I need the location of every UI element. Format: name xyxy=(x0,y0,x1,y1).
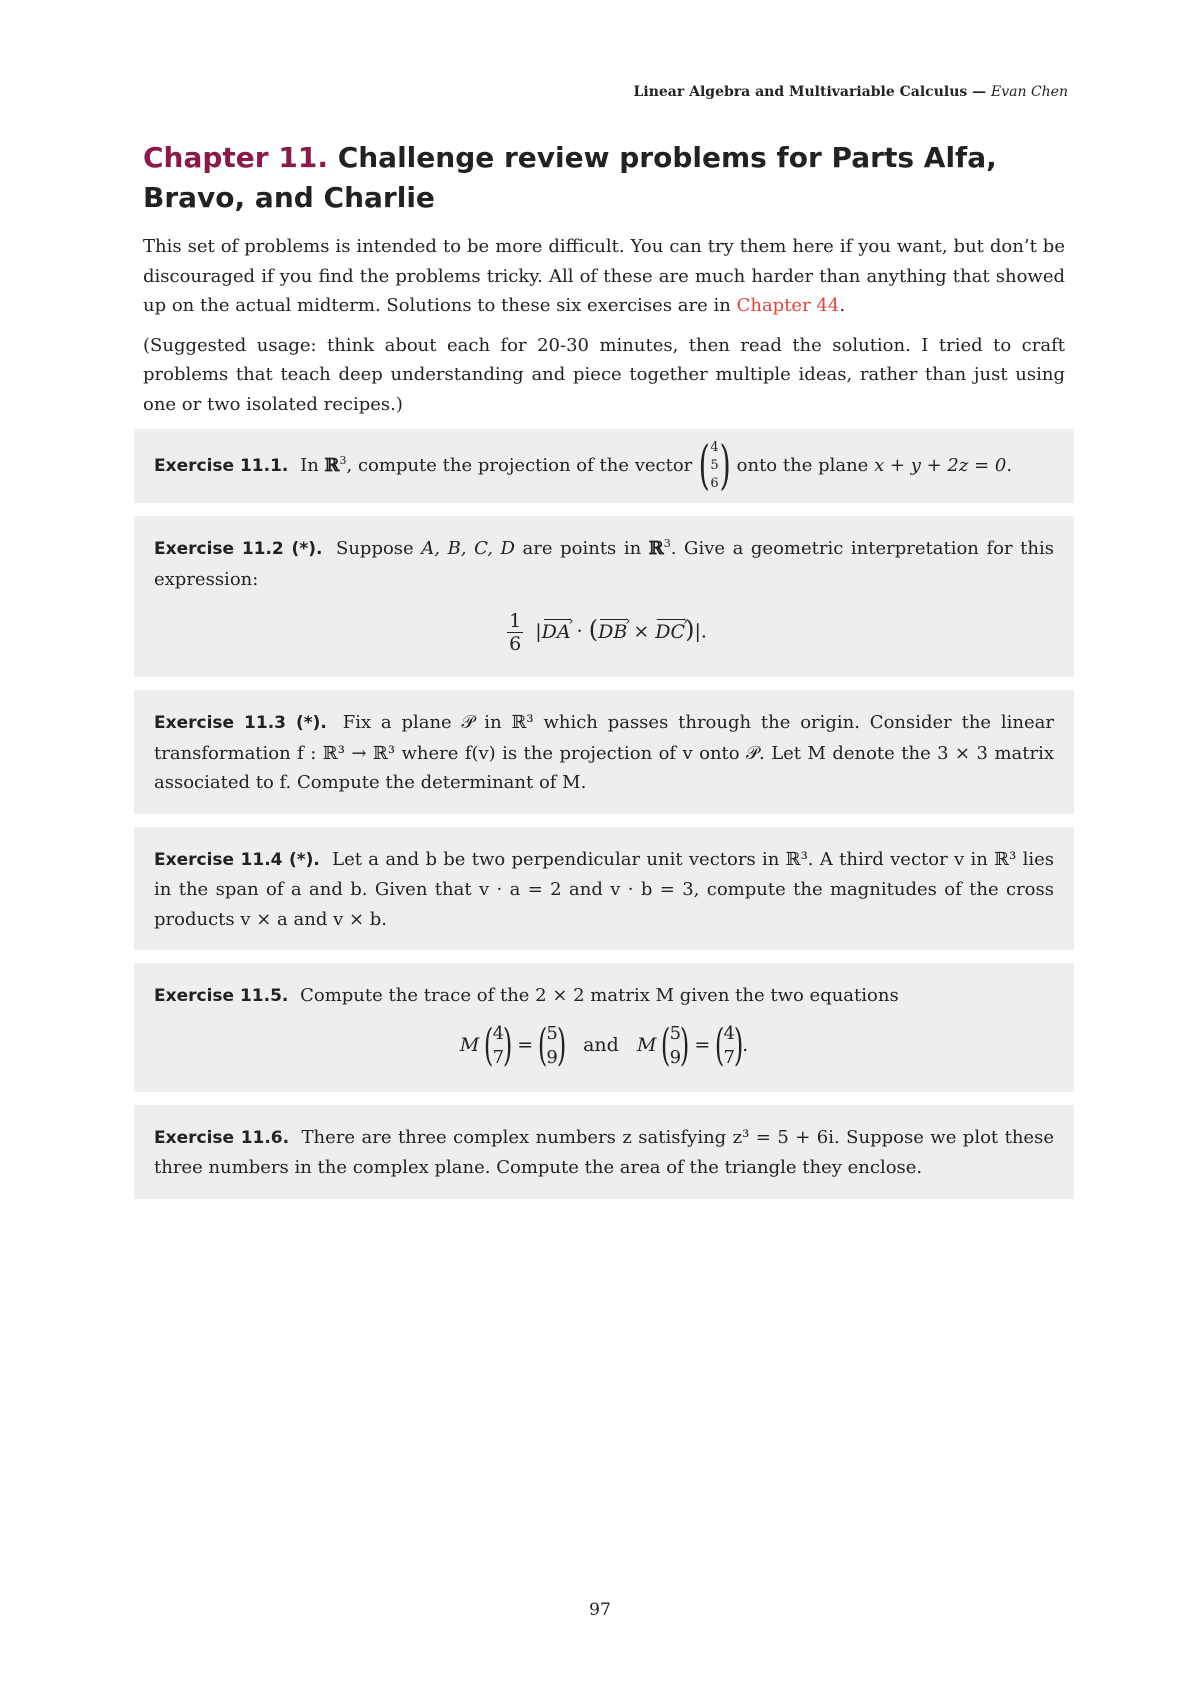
vector-entry: 4 xyxy=(492,1022,505,1044)
exercise-text: onto the plane xyxy=(736,455,869,476)
vector-entry: 7 xyxy=(492,1046,505,1068)
matrix-equations: M ( 4 7 ) = ( 5 9 ) and M ( 5 9 ) = ( 4 7 ) . xyxy=(459,1019,749,1071)
exercise-label: Exercise 11.3 (*). xyxy=(154,713,327,733)
chapter-44-link[interactable]: Chapter 44 xyxy=(736,295,840,316)
page-content xyxy=(143,138,1065,1212)
exercise-text: There are three complex numbers z satisfying z³ = 5 + 6i. Suppose we plot these three numbers in the complex plane. Compute the area of the triangle they enclose. xyxy=(154,1126,1054,1178)
exercise-11-6 xyxy=(134,1105,1074,1199)
exercise-label: Exercise 11.6. xyxy=(154,1127,290,1148)
book-title: Linear Algebra and Multivariable Calculus xyxy=(633,84,968,100)
exercise-text: In xyxy=(300,455,319,476)
exercise-label: Exercise 11.2 (*). xyxy=(154,539,323,559)
vector-entry: 9 xyxy=(546,1046,558,1068)
fraction-denominator: 6 xyxy=(509,633,522,655)
vector-entry: 5 xyxy=(546,1022,558,1044)
exercise-text: Suppose xyxy=(336,538,414,559)
exercise-label: Exercise 11.5. xyxy=(154,986,289,1006)
plane-equation: x + y + 2z = 0. xyxy=(874,455,1013,476)
exercise-11-5 xyxy=(134,963,1074,1092)
exercise-text: , compute the projection of the vector xyxy=(346,455,693,476)
chapter-number: Chapter 11. xyxy=(143,141,328,174)
usage-paragraph: (Suggested usage: think about each for 20-30 minutes, then read the solution. I tried to craft problems that teach deep understanding and piece together multiple ideas, rather than just using one or two isolated recipes.) xyxy=(143,334,1065,415)
author-name: Evan Chen xyxy=(991,84,1068,100)
vector-456: ( 4 5 6 ) xyxy=(698,436,731,496)
points-list: A, B, C, D xyxy=(421,538,515,559)
exercise-text: . Give a geometric interpretation for this expression: xyxy=(154,538,1054,590)
exercise-text: Fix a plane 𝒫 in ℝ³ which passes through the origin. Consider the linear transformation f : ℝ³ → ℝ³ where f(v) is the projection of v onto 𝒫. Let M denote the 3 × 3 matrix associated to f. Compute the determinant of M. xyxy=(154,712,1054,793)
and-word: and xyxy=(583,1033,619,1056)
vector-entry: 4 xyxy=(723,1022,735,1044)
exercise-11-3 xyxy=(134,690,1074,814)
volume-expression: $\frac{1}{6}$ |DA › · (DB › × DC ›)|. xyxy=(154,610,1054,655)
vector-entry: 6 xyxy=(710,476,719,491)
exercise-text: Compute the trace of the 2 × 2 matrix M given the two equations xyxy=(300,985,899,1006)
exercise-11-2: Exercise 11.2 (*). Suppose A, B, C, D are points in ℝ$^3$. Give a geometric interpretation for this expression: $\frac{1}{6}$ |DA › · (DB › × DC ›)|. xyxy=(134,516,1074,677)
exercise-11-1: Exercise 11.1. In ℝ$^3$, compute the projection of the vector ( 4 5 6 ) onto the plane x + y + 2z = 0. xyxy=(134,429,1074,503)
chapter-title: Challenge review problems for Parts Alfa, Bravo, and Charlie xyxy=(143,141,997,214)
intro-text: This set of problems is intended to be more difficult. You can try them here if you want, but don’t be discouraged if you find the problems tricky. All of these are much harder than anything that showed up on the actual midterm. Solutions to these six exercises are in xyxy=(143,236,1065,316)
fraction-numerator: 1 xyxy=(509,610,522,632)
page-number: 97 xyxy=(589,1600,611,1620)
vector-entry: 9 xyxy=(669,1046,682,1068)
exercise-label: Exercise 11.1. xyxy=(154,456,289,476)
vector-entry: 5 xyxy=(710,458,719,473)
vector-entry: 4 xyxy=(710,440,719,455)
intro-paragraph: This set of problems is intended to be more difficult. You can try them here if you want, but don’t be discouraged if you find the problems tricky. All of these are much harder than anything that showed up on the actual midterm. Solutions to these six exercises are in Chapter 44. xyxy=(143,236,1065,316)
exercise-label: Exercise 11.4 (*). xyxy=(154,849,320,870)
exercise-text: are points in xyxy=(522,538,642,559)
vector-entry: 5 xyxy=(669,1022,682,1044)
exercise-text: Let a and b be two perpendicular unit vectors in ℝ³. A third vector v in ℝ³ lies in the span of a and b. Given that v · a = 2 and v · b = 3, compute the magnitudes of the cross products v × a and v × b. xyxy=(154,848,1054,930)
chapter-heading xyxy=(143,138,1065,218)
header-separator: — xyxy=(972,84,987,100)
running-header xyxy=(634,84,1068,100)
exercise-11-4 xyxy=(134,827,1074,951)
vector-entry: 7 xyxy=(723,1046,735,1068)
